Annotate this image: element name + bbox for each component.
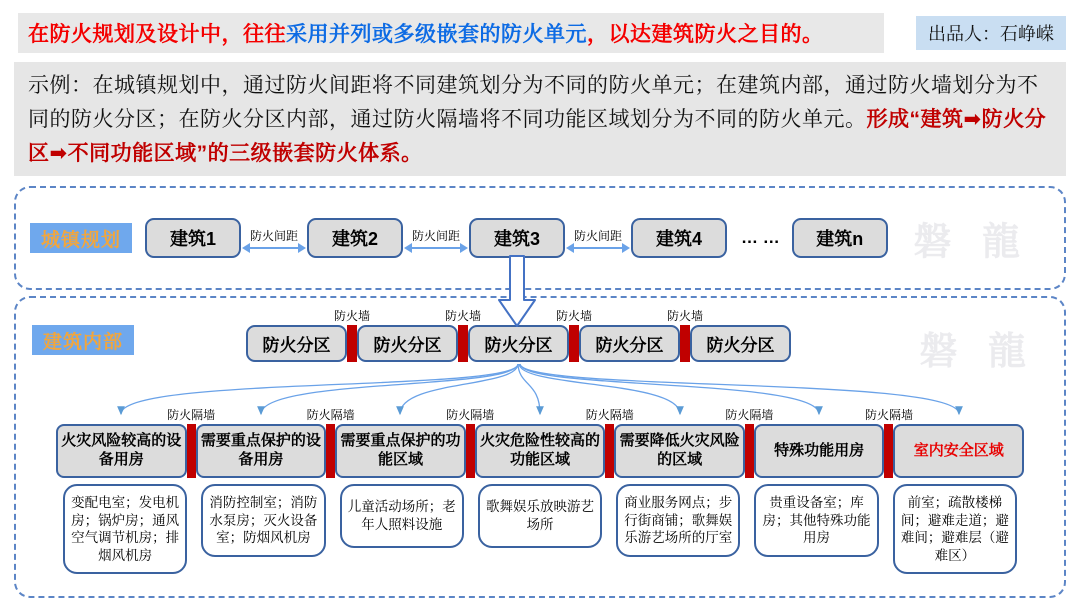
fire-compartment-box: 防火分区 [246, 325, 347, 362]
fire-compartment-box: 防火分区 [579, 325, 680, 362]
title-segment-red-2: ，以达建筑防火之目的。 [587, 23, 824, 46]
building-box-4: 建筑4 [631, 218, 727, 258]
partition-label: 防火隔墙 [585, 408, 634, 422]
fire-compartment-box: 防火分区 [357, 325, 458, 362]
title-segment-blue: 采用并列或多级嵌套的防火单元 [286, 23, 587, 46]
fire-compartment-box: 防火分区 [690, 325, 791, 362]
category-box: 火灾危险性较高的功能区域 [475, 424, 606, 478]
category-box: 需要降低火灾风险的区域 [614, 424, 745, 478]
firewall-bar [333, 309, 371, 362]
building-box-1: 建筑1 [145, 218, 241, 258]
partition-bar [585, 408, 634, 478]
firewall-bar [666, 309, 704, 362]
fire-spacing-arrow [565, 227, 631, 249]
intro-black-text: 示例：在城镇规划中，通过防火间距将不同建筑划分为不同的防火单元；在建筑内部，通过防火墙划分为不同的防火分区；在防火分区内部，通过防火隔墙将不同功能区域划分为不同的防火单元。 [28, 74, 1039, 131]
detail-box: 儿童活动场所；老年人照料设施 [340, 484, 464, 548]
buildings-ellipsis: … … [741, 228, 780, 247]
partition-label: 防火隔墙 [725, 408, 774, 422]
category-box: 火灾风险较高的设备用房 [56, 424, 187, 478]
fire-compartment-box: 防火分区 [468, 325, 569, 362]
building-interior-panel [14, 296, 1066, 598]
fire-spacing-label: 防火间距 [249, 229, 298, 243]
down-arrow-icon [498, 255, 536, 329]
detail-cell [333, 484, 471, 548]
intro-paragraph [14, 62, 1066, 176]
publisher-badge: 出品人：石峥嵘 [916, 16, 1066, 50]
partition-label: 防火隔墙 [306, 408, 355, 422]
building-box-n: 建筑n [792, 218, 888, 258]
detail-box: 变配电室；发电机房；锅炉房；通风空气调节机房；排烟风机房 [63, 484, 187, 574]
fire-spacing-arrow [241, 227, 307, 249]
detail-cell [194, 484, 332, 557]
firewall-bar [555, 309, 593, 362]
watermark: 磐 龍 [919, 331, 1036, 373]
detail-box: 歌舞娱乐放映游艺场所 [478, 484, 602, 548]
detail-box: 贵重设备室；库房；其他特殊功能用房 [754, 484, 878, 557]
fire-compartment-row [246, 309, 791, 362]
partition-bar [864, 408, 913, 478]
town-planning-label: 城镇规划 [30, 223, 132, 253]
detail-cell [609, 484, 747, 557]
partition-label: 防火隔墙 [167, 408, 216, 422]
partition-label: 防火隔墙 [446, 408, 495, 422]
partition-bar [446, 408, 495, 478]
firewall-label: 防火墙 [555, 309, 593, 323]
firewall-label: 防火墙 [333, 309, 371, 323]
partition-bar [167, 408, 216, 478]
category-box: 需要重点保护的设备用房 [196, 424, 327, 478]
partition-bar [725, 408, 774, 478]
double-arrow-icon [406, 247, 466, 249]
detail-box: 消防控制室；消防水泵房；灭火设备室；防烟风机房 [201, 484, 325, 557]
fire-spacing-arrow [403, 227, 469, 249]
title-segment-red-1: 在防火规划及设计中，往往 [28, 23, 286, 46]
double-arrow-icon [568, 247, 628, 249]
detail-box: 商业服务网点；步行街商铺；歌舞娱乐游艺场所的厅室 [616, 484, 740, 557]
building-box-2: 建筑2 [307, 218, 403, 258]
firewall-bar [444, 309, 482, 362]
detail-cell [747, 484, 885, 557]
fire-spacing-label: 防火间距 [411, 229, 460, 243]
double-arrow-icon [244, 247, 304, 249]
detail-cell [471, 484, 609, 548]
partition-bar [306, 408, 355, 478]
detail-cell [56, 484, 194, 574]
category-box: 特殊功能用房 [754, 424, 885, 478]
page-title [18, 13, 884, 53]
watermark: 磐 龍 [913, 221, 1030, 264]
firewall-label: 防火墙 [444, 309, 482, 323]
partition-label: 防火隔墙 [864, 408, 913, 422]
building-box-3: 建筑3 [469, 218, 565, 258]
fire-spacing-label: 防火间距 [573, 229, 622, 243]
category-box-safe-zone: 室内安全区域 [893, 424, 1024, 478]
town-planning-panel [14, 186, 1066, 290]
building-interior-label: 建筑内部 [32, 325, 134, 355]
detail-cell [886, 484, 1024, 574]
intro-red-text: 形成“建筑➡防火分区➡不同功能区域”的三级嵌套防火体系。 [28, 108, 1047, 165]
detail-box: 前室；疏散楼梯间；避难走道；避难间；避难层（避难区） [893, 484, 1017, 574]
category-box: 需要重点保护的功能区域 [335, 424, 466, 478]
detail-row [56, 484, 1024, 574]
firewall-label: 防火墙 [666, 309, 704, 323]
category-row [56, 408, 1024, 478]
